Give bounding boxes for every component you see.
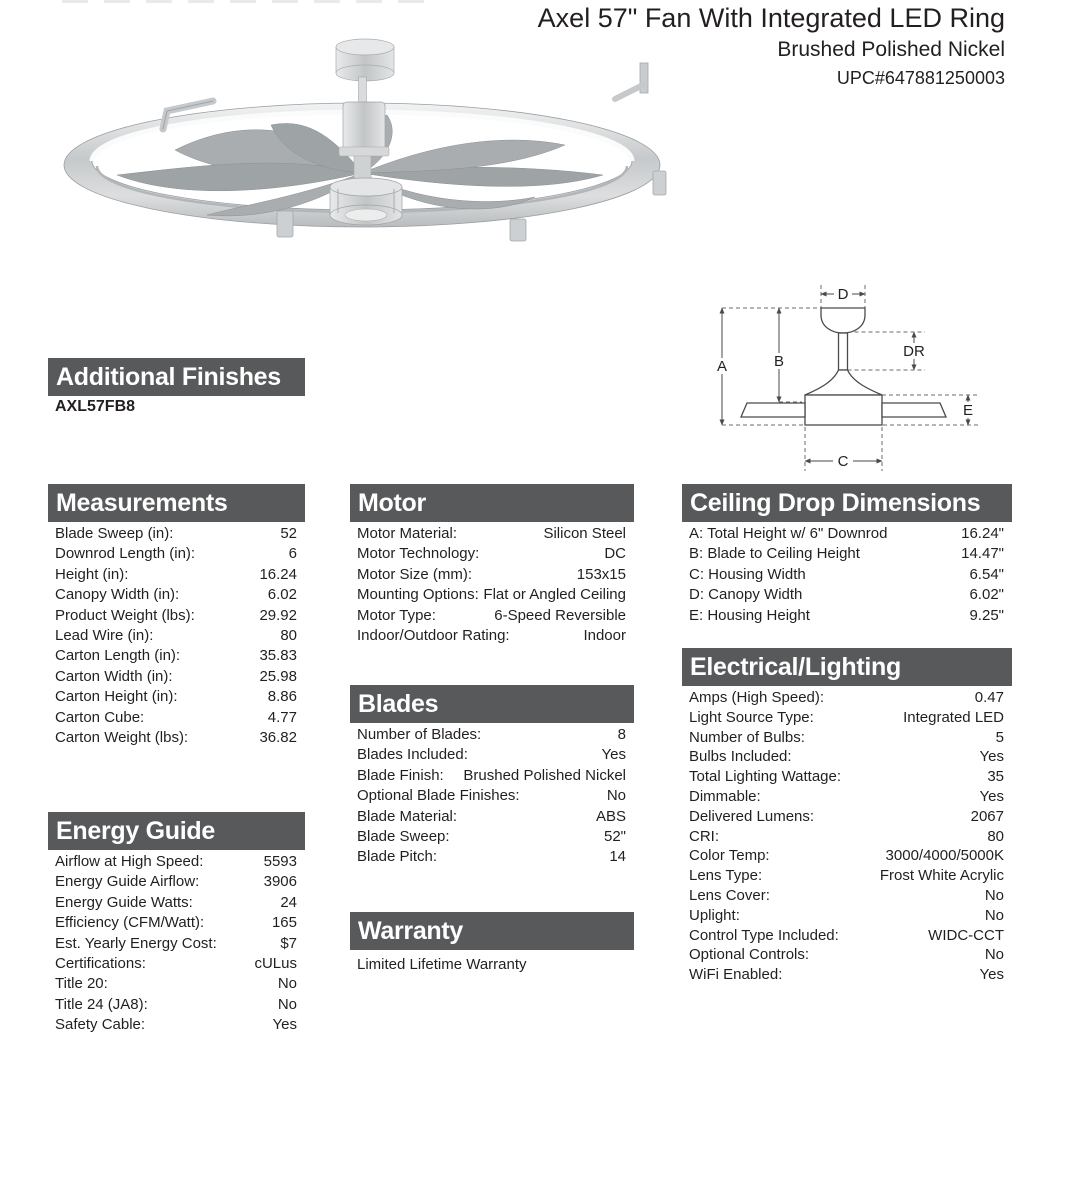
- spec-row: [682, 945, 1012, 965]
- spec-row: [48, 893, 305, 913]
- spec-label: Energy Guide Watts:: [55, 893, 193, 911]
- spec-label: Blade Sweep:: [357, 828, 450, 846]
- spec-label: D: Canopy Width: [689, 586, 803, 604]
- spec-label: C: Housing Width: [689, 565, 806, 583]
- spec-label: Mounting Options:: [357, 586, 479, 604]
- spec-value: Yes: [979, 748, 1004, 766]
- spec-value: Yes: [601, 746, 626, 764]
- section-electrical-lighting: [682, 648, 1012, 985]
- blades-header: [350, 685, 634, 723]
- electrical-lighting-rows: [682, 688, 1012, 985]
- section-ceiling-drop-dimensions: [682, 484, 1012, 626]
- spec-label: Title 20:: [55, 975, 108, 993]
- spec-value: 5593: [263, 853, 297, 870]
- spec-value: 6: [288, 545, 297, 563]
- spec-label: Total Lighting Wattage:: [689, 768, 842, 786]
- ceiling-drop-title: Ceiling Drop Dimensions: [690, 489, 981, 517]
- spec-row: [350, 847, 634, 867]
- spec-label: Carton Height (in):: [55, 688, 178, 706]
- spec-label: Motor Size (mm):: [357, 565, 473, 583]
- spec-label: Dimmable:: [689, 787, 761, 805]
- spec-label: Carton Width (in):: [55, 667, 173, 685]
- spec-row: [682, 827, 1012, 847]
- spec-row: [48, 934, 305, 954]
- spec-value: 6.02: [267, 586, 297, 604]
- spec-value: Frost White Acrylic: [879, 867, 1004, 885]
- spec-label: Blade Finish:: [357, 766, 444, 784]
- measurements-rows: [48, 524, 305, 748]
- spec-row: [350, 786, 634, 806]
- fan-canopy: [336, 39, 394, 81]
- spec-value: 29.92: [259, 606, 297, 624]
- spec-row: [350, 807, 634, 827]
- spec-row: [350, 606, 634, 626]
- spec-label: Airflow at High Speed:: [55, 853, 204, 870]
- spec-row: [48, 626, 305, 646]
- dim-label-a: A: [716, 358, 728, 375]
- motor-header: [350, 484, 634, 522]
- spec-label: Est. Yearly Energy Cost:: [55, 934, 217, 952]
- diagram-fan-outline: [741, 308, 946, 425]
- spec-value: Indoor: [583, 627, 626, 645]
- dim-label-e: E: [962, 402, 974, 419]
- spec-label: A: Total Height w/ 6" Downrod: [689, 525, 888, 542]
- spec-value: 6.02": [969, 586, 1004, 604]
- measurements-header: [48, 484, 305, 522]
- dimension-diagram: [695, 275, 1015, 475]
- spec-row: [682, 585, 1012, 605]
- spec-row: [682, 787, 1012, 807]
- spec-row: [350, 827, 634, 847]
- spec-row: [682, 906, 1012, 926]
- spec-value: 8: [617, 726, 626, 743]
- spec-label: Color Temp:: [689, 847, 770, 865]
- spec-row: [682, 767, 1012, 787]
- spec-label: Lens Cover:: [689, 886, 770, 904]
- dim-label-c: C: [837, 453, 849, 470]
- spec-value: 24: [280, 893, 297, 911]
- spec-value: 9.25": [969, 606, 1004, 624]
- spec-row: [48, 708, 305, 728]
- spec-label: Blades Included:: [357, 746, 468, 764]
- blades-title: Blades: [358, 690, 439, 718]
- spec-label: Uplight:: [689, 906, 740, 924]
- spec-label: Number of Bulbs:: [689, 728, 805, 746]
- dim-label-b: B: [773, 353, 785, 370]
- spec-row: [48, 565, 305, 585]
- section-measurements: [48, 484, 305, 748]
- spec-label: Control Type Included:: [689, 926, 839, 944]
- spec-label: Motor Technology:: [357, 545, 480, 563]
- spec-value: 52": [603, 828, 626, 846]
- spec-label: WiFi Enabled:: [689, 966, 783, 984]
- warranty-header: [350, 912, 634, 950]
- spec-value: DC: [604, 545, 626, 563]
- section-additional-finishes: [48, 358, 305, 396]
- spec-value: Integrated LED: [903, 708, 1004, 726]
- product-title: Axel 57" Fan With Integrated LED Ring: [537, 3, 1005, 33]
- spec-row: [48, 687, 305, 707]
- blades-rows: [350, 725, 634, 868]
- spec-value: No: [277, 995, 297, 1013]
- spec-value: 3000/4000/5000K: [885, 847, 1004, 865]
- spec-row: [48, 524, 305, 544]
- spec-label: Optional Blade Finishes:: [357, 787, 520, 805]
- spec-row: [350, 565, 634, 585]
- spec-value: 3906: [263, 873, 297, 891]
- spec-row: [350, 524, 634, 544]
- spec-label: Lens Type:: [689, 867, 763, 885]
- electrical-lighting-header: [682, 648, 1012, 686]
- spec-label: Bulbs Included:: [689, 748, 792, 766]
- spec-label: Motor Material:: [357, 525, 458, 542]
- spec-row: [48, 1015, 305, 1035]
- spec-row: [682, 565, 1012, 585]
- spec-row: [682, 926, 1012, 946]
- spec-label: Delivered Lumens:: [689, 807, 815, 825]
- spec-label: Title 24 (JA8):: [55, 995, 148, 1013]
- spec-row: [682, 708, 1012, 728]
- spec-value: 6-Speed Reversible: [494, 606, 626, 624]
- spec-label: B: Blade to Ceiling Height: [689, 545, 860, 563]
- spec-label: Motor Type:: [357, 606, 436, 624]
- section-warranty: [350, 912, 634, 973]
- spec-value: 80: [987, 827, 1004, 845]
- spec-value: 2067: [970, 807, 1004, 825]
- fan-hub: [330, 178, 402, 225]
- spec-value: 6.54": [969, 565, 1004, 583]
- ceiling-drop-header: [682, 484, 1012, 522]
- energy-guide-header: [48, 812, 305, 850]
- spec-label: Indoor/Outdoor Rating:: [357, 627, 510, 645]
- spec-row: [682, 965, 1012, 985]
- spec-value: ABS: [595, 807, 626, 825]
- energy-guide-title: Energy Guide: [56, 817, 215, 845]
- spec-row: [682, 866, 1012, 886]
- spec-label: Amps (High Speed):: [689, 689, 825, 706]
- spec-row: [682, 807, 1012, 827]
- additional-finishes-header: [48, 358, 305, 396]
- spec-row: [350, 585, 634, 605]
- spec-row: [48, 913, 305, 933]
- spec-row: [350, 626, 634, 646]
- spec-row: [350, 725, 634, 745]
- spec-row: [682, 846, 1012, 866]
- motor-rows: [350, 524, 634, 646]
- spec-value: Yes: [979, 787, 1004, 805]
- spec-value: 165: [271, 914, 297, 932]
- spec-label: CRI:: [689, 827, 719, 845]
- spec-label: Canopy Width (in):: [55, 586, 180, 604]
- spec-row: [48, 667, 305, 687]
- spec-value: 80: [280, 627, 297, 645]
- spec-value: Flat or Angled Ceiling: [483, 586, 626, 604]
- spec-row: [48, 728, 305, 748]
- spec-row: [682, 747, 1012, 767]
- motor-title: Motor: [358, 489, 426, 517]
- spec-value: No: [606, 787, 626, 805]
- additional-finishes-title: Additional Finishes: [56, 363, 281, 391]
- spec-value: 14: [609, 848, 626, 866]
- spec-row: [48, 995, 305, 1015]
- spec-value: Silicon Steel: [543, 525, 626, 542]
- section-motor: [350, 484, 634, 646]
- spec-label: Number of Blades:: [357, 726, 482, 743]
- spec-value: 8.86: [267, 688, 297, 706]
- spec-label: Safety Cable:: [55, 1016, 146, 1034]
- spec-label: Light Source Type:: [689, 708, 814, 726]
- spec-value: 14.47": [961, 545, 1004, 563]
- spec-label: Downrod Length (in):: [55, 545, 196, 563]
- spec-label: Carton Length (in):: [55, 647, 181, 665]
- spec-value: No: [984, 886, 1004, 904]
- spec-value: Yes: [272, 1016, 297, 1034]
- spec-row: [682, 886, 1012, 906]
- spec-row: [48, 872, 305, 892]
- spec-label: Product Weight (lbs):: [55, 606, 195, 624]
- spec-value: 52: [280, 525, 297, 542]
- spec-row: [48, 646, 305, 666]
- spec-value: No: [277, 975, 297, 993]
- spec-row: [682, 524, 1012, 544]
- spec-row: [682, 728, 1012, 748]
- spec-label: E: Housing Height: [689, 606, 810, 624]
- spec-label: Height (in):: [55, 565, 129, 583]
- spec-value: $7: [280, 934, 297, 952]
- spec-label: Energy Guide Airflow:: [55, 873, 200, 891]
- spec-value: 16.24": [961, 525, 1004, 542]
- spec-row: [682, 606, 1012, 626]
- spec-row: [48, 606, 305, 626]
- spec-value: 35: [987, 768, 1004, 786]
- product-upc: UPC#647881250003: [836, 68, 1005, 88]
- spec-value: 25.98: [259, 667, 297, 685]
- measurements-title: Measurements: [56, 489, 228, 517]
- spec-label: Efficiency (CFM/Watt):: [55, 914, 205, 932]
- dim-label-d: D: [837, 286, 849, 303]
- spec-value: cULus: [254, 955, 297, 973]
- spec-value: No: [984, 906, 1004, 924]
- section-blades: [350, 685, 634, 868]
- product-photo: [55, 25, 670, 255]
- spec-label: Blade Pitch:: [357, 848, 438, 866]
- spec-value: WIDC-CCT: [928, 926, 1004, 944]
- spec-value: 4.77: [267, 708, 297, 726]
- spec-label: Certifications:: [55, 955, 146, 973]
- spec-row: [48, 585, 305, 605]
- spec-label: Blade Sweep (in):: [55, 525, 174, 542]
- spec-value: No: [984, 946, 1004, 964]
- spec-label: Carton Cube:: [55, 708, 145, 726]
- spec-row: [682, 688, 1012, 708]
- dim-label-dr: DR: [903, 343, 925, 360]
- spec-value: 5: [995, 728, 1004, 746]
- section-energy-guide: [48, 812, 305, 1036]
- spec-row: [682, 544, 1012, 564]
- warranty-text: Limited Lifetime Warranty: [357, 956, 527, 973]
- spec-value: 36.82: [259, 729, 297, 747]
- model-code: AXL57FB8: [55, 398, 136, 415]
- spec-row: [350, 766, 634, 786]
- spec-value: 16.24: [259, 565, 297, 583]
- spec-label: Optional Controls:: [689, 946, 810, 964]
- spec-label: Blade Material:: [357, 807, 458, 825]
- spec-value: 0.47: [974, 689, 1004, 706]
- spec-row: [48, 954, 305, 974]
- electrical-lighting-title: Electrical/Lighting: [690, 653, 901, 681]
- spec-row: [350, 745, 634, 765]
- spec-value: 153x15: [576, 565, 626, 583]
- spec-row: [48, 974, 305, 994]
- spec-label: Lead Wire (in):: [55, 627, 154, 645]
- ceiling-drop-rows: [682, 524, 1012, 626]
- spec-row: [48, 852, 305, 872]
- spec-row: [350, 544, 634, 564]
- spec-row: [48, 544, 305, 564]
- spec-value: Brushed Polished Nickel: [463, 766, 626, 784]
- spec-value: Yes: [979, 966, 1004, 984]
- cropped-logo-remnant: [62, 0, 437, 3]
- warranty-title: Warranty: [358, 917, 464, 945]
- spec-label: Carton Weight (lbs):: [55, 729, 189, 747]
- product-finish: Brushed Polished Nickel: [777, 38, 1005, 61]
- energy-guide-rows: [48, 852, 305, 1036]
- spec-value: 35.83: [259, 647, 297, 665]
- ring-clamp: [339, 102, 389, 156]
